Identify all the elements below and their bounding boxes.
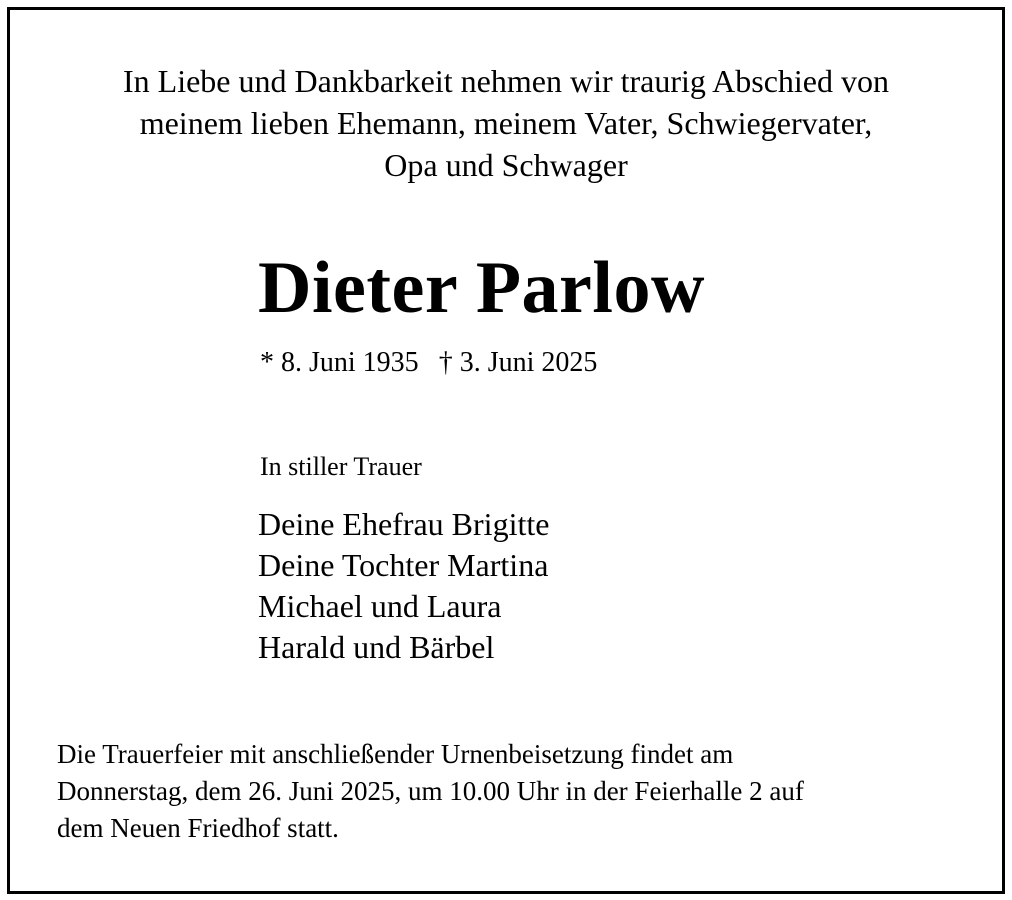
funeral-line: Donnerstag, dem 26. Juni 2025, um 10.00 Uhr in der Feierhalle 2 auf (57, 776, 804, 806)
mourning-label: In stiller Trauer (260, 452, 422, 481)
mourners-list (258, 504, 549, 668)
birth-date: * 8. Juni 1935 (260, 347, 419, 378)
mourner-item: Harald und Bärbel (258, 629, 495, 665)
funeral-info (57, 736, 977, 847)
intro-line: In Liebe und Dankbarkeit nehmen wir traurig Abschied von (123, 63, 889, 99)
deceased-name: Dieter Parlow (258, 247, 705, 329)
intro-line: Opa und Schwager (384, 147, 628, 183)
death-date: † 3. Juni 2025 (438, 347, 598, 378)
life-dates (260, 345, 597, 381)
mourner-item: Michael und Laura (258, 588, 502, 624)
intro-line: meinem lieben Ehemann, meinem Vater, Schwiegervater, (139, 105, 873, 141)
mourner-item: Deine Ehefrau Brigitte (258, 506, 550, 542)
obituary-notice (7, 7, 1005, 894)
mourner-item: Deine Tochter Martina (258, 547, 549, 583)
funeral-line: dem Neuen Friedhof statt. (57, 813, 339, 843)
intro-text (10, 60, 1002, 186)
funeral-line: Die Trauerfeier mit anschließender Urnenbeisetzung findet am (57, 739, 734, 769)
